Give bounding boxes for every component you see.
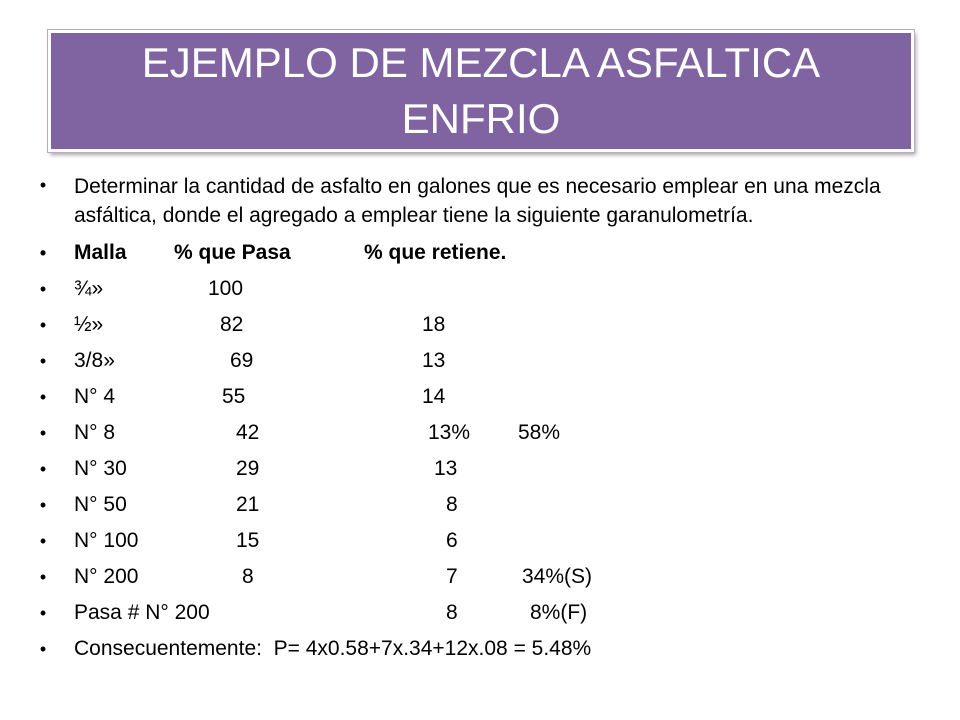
table-row <box>36 348 916 374</box>
table-header-row <box>36 240 916 266</box>
bullet-icon: • <box>39 243 47 263</box>
cell-pasa: 8 <box>242 565 254 588</box>
table-row <box>36 456 916 482</box>
bullet-icon: • <box>39 603 47 623</box>
cell-malla: N° 100 <box>74 529 139 552</box>
header-malla: Malla <box>74 241 127 264</box>
table-row <box>36 564 916 590</box>
list-item-intro <box>36 172 916 230</box>
title-line-2: ENFRIO <box>401 95 561 142</box>
cell-malla: N° 30 <box>74 457 127 480</box>
cell-retiene: 14 <box>422 385 446 408</box>
bullet-icon: • <box>39 279 47 299</box>
cell-retiene: 7 <box>446 565 458 588</box>
bullet-icon: • <box>39 459 47 479</box>
cell-malla: N° 4 <box>74 385 116 408</box>
bullet-icon: • <box>39 315 47 335</box>
cell-total: 58% <box>518 421 561 444</box>
list-item-conclusion <box>36 636 916 662</box>
bullet-icon: • <box>39 639 47 659</box>
bullet-icon: • <box>39 423 47 443</box>
header-retiene: % que retiene. <box>364 241 507 264</box>
table-row <box>36 492 916 518</box>
cell-pasa: 42 <box>236 421 260 444</box>
cell-malla: ½» <box>74 313 104 336</box>
cell-malla: Pasa # N° 200 <box>74 601 210 624</box>
table-row <box>36 420 916 446</box>
cell-pasa: 69 <box>230 349 254 372</box>
cell-pasa: 15 <box>236 529 260 552</box>
bullet-icon: • <box>39 567 47 587</box>
header-pasa: % que Pasa <box>174 241 291 264</box>
cell-pasa: 100 <box>208 277 244 300</box>
cell-retiene: 6 <box>446 529 458 552</box>
bullet-icon: • <box>39 387 47 407</box>
cell-malla: N° 8 <box>74 421 116 444</box>
cell-retiene: 18 <box>422 313 446 336</box>
cell-retiene: 8 <box>446 601 458 624</box>
cell-total: 8%(F) <box>530 601 588 624</box>
cell-retiene: 13 <box>434 457 458 480</box>
cell-retiene: 8 <box>446 493 458 516</box>
conclusion-text: Consecuentemente: P= 4x0.58+7x.34+12x.08 = 5.48% <box>74 637 592 660</box>
title-line-1: EJEMPLO DE MEZCLA ASFALTICA <box>141 39 821 86</box>
intro-text: Determinar la cantidad de asfalto en galones que es necesario emplear en una mezcla asfáltica, donde el agregado a emplear tiene la siguiente garanulometría. <box>74 175 881 227</box>
bullet-icon: • <box>39 495 47 515</box>
bullet-icon: • <box>39 351 47 371</box>
cell-malla: N° 200 <box>74 565 139 588</box>
cell-pasa: 82 <box>220 313 244 336</box>
title-box <box>48 30 914 152</box>
cell-pasa: 29 <box>236 457 260 480</box>
table-row <box>36 384 916 410</box>
cell-pasa: 55 <box>222 385 246 408</box>
table-row <box>36 312 916 338</box>
bullet-list <box>36 172 916 672</box>
bullet-icon: • <box>39 175 47 195</box>
table-row <box>36 600 916 626</box>
cell-malla: N° 50 <box>74 493 127 516</box>
cell-retiene: 13 <box>422 349 446 372</box>
table-row <box>36 276 916 302</box>
table-row <box>36 528 916 554</box>
cell-total: 34%(S) <box>522 565 593 588</box>
cell-pasa: 21 <box>236 493 260 516</box>
bullet-icon: • <box>39 531 47 551</box>
slide-title <box>142 35 820 147</box>
cell-malla: ¾» <box>74 277 104 300</box>
cell-retiene: 13% <box>428 421 471 444</box>
cell-malla: 3/8» <box>74 349 115 372</box>
